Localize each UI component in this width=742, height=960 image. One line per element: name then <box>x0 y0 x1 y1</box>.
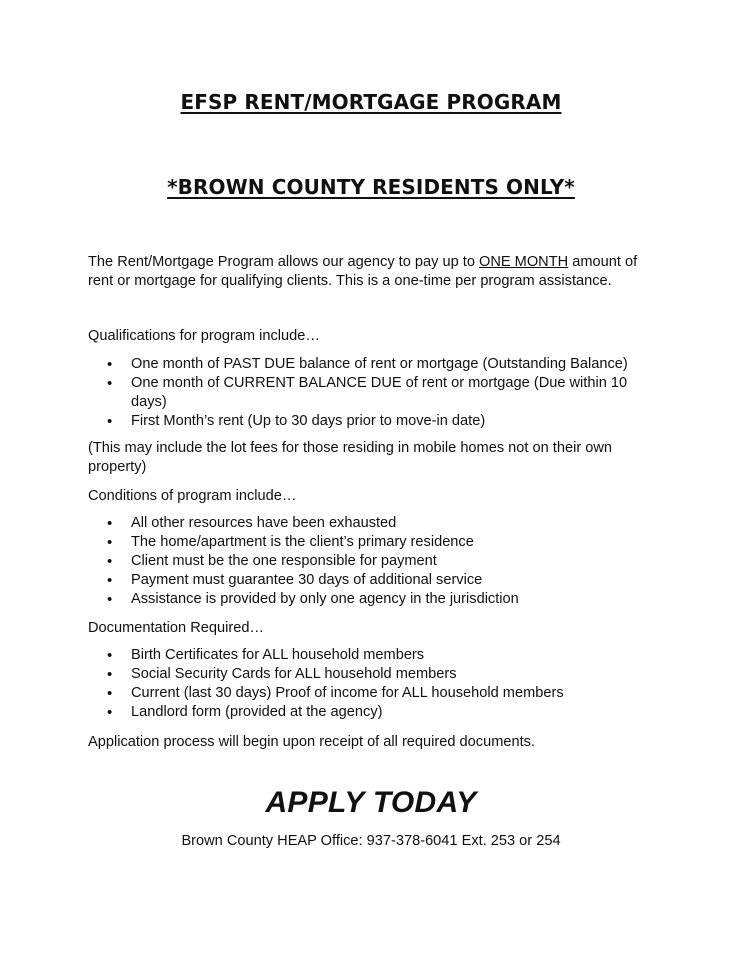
list-item: • Birth Certificates for ALL household members <box>88 646 648 665</box>
list-item: • One month of PAST DUE balance of rent or mortgage (Outstanding Balance) <box>88 355 648 374</box>
program-description <box>88 253 663 291</box>
list-item: • Current (last 30 days) Proof of income for ALL household members <box>88 684 648 703</box>
conditions-list <box>88 514 648 609</box>
application-note: Application process will begin upon receipt of all required documents. <box>88 734 535 750</box>
list-item: • Payment must guarantee 30 days of additional service <box>88 571 648 590</box>
conditions-heading: Conditions of program include… <box>88 488 297 504</box>
list-item: • The home/apartment is the client’s primary residence <box>88 533 648 552</box>
list-item: • One month of CURRENT BALANCE DUE of rent or mortgage (Due within 10 days) <box>88 374 648 412</box>
list-item: • First Month’s rent (Up to 30 days prior to move-in date) <box>88 412 648 431</box>
residency-notice-text: *BROWN COUNTY RESIDENTS ONLY* <box>167 175 575 199</box>
program-title-text: EFSP RENT/MORTGAGE PROGRAM <box>180 90 562 114</box>
list-item: • Client must be the one responsible for payment <box>88 552 648 571</box>
documentation-list <box>88 646 648 722</box>
residency-notice <box>0 175 742 199</box>
qualifications-heading: Qualifications for program include… <box>88 328 320 344</box>
apply-today-banner: APPLY TODAY <box>265 786 477 819</box>
description-text-start: The Rent/Mortgage Program allows our agency to pay up to <box>88 254 479 270</box>
program-title <box>0 90 742 114</box>
description-emphasis: ONE MONTH <box>479 254 569 270</box>
list-item: • Landlord form (provided at the agency) <box>88 703 648 722</box>
description-text-end: amount of rent or mortgage for qualifying clients. This is a one-time per program assistance. <box>88 254 638 289</box>
documentation-heading: Documentation Required… <box>88 620 265 636</box>
qualifications-list <box>88 355 648 431</box>
list-item: • Social Security Cards for ALL household members <box>88 665 648 684</box>
list-item: • Assistance is provided by only one agency in the jurisdiction <box>88 590 648 609</box>
lot-fees-note: (This may include the lot fees for those residing in mobile homes not on their own property) <box>88 440 613 475</box>
list-item: • All other resources have been exhausted <box>88 514 648 533</box>
contact-info: Brown County HEAP Office: 937-378-6041 Ext. 253 or 254 <box>181 833 561 849</box>
